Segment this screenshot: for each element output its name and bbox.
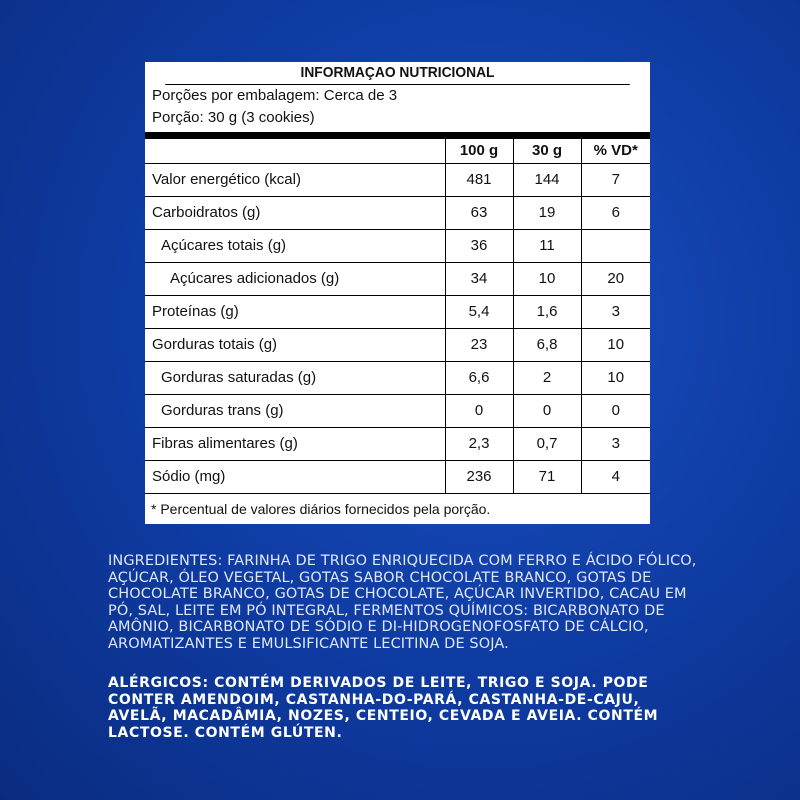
row-value-100g: 63 <box>445 196 513 229</box>
row-value-100g: 36 <box>445 229 513 262</box>
row-label: Fibras alimentares (g) <box>145 427 445 460</box>
row-value-100g: 23 <box>445 328 513 361</box>
nutrition-facts-panel <box>145 62 650 524</box>
row-value-30g: 2 <box>513 361 581 394</box>
table-row <box>145 394 650 427</box>
row-label: Açúcares adicionados (g) <box>145 262 445 295</box>
table-row <box>145 262 650 295</box>
row-value-vd: 3 <box>581 427 650 460</box>
row-value-vd: 0 <box>581 394 650 427</box>
row-value-30g: 0,7 <box>513 427 581 460</box>
row-value-100g: 0 <box>445 394 513 427</box>
footnote: * Percentual de valores diários fornecidos pela porção. <box>145 493 650 524</box>
thick-divider <box>145 132 650 139</box>
row-value-30g: 1,6 <box>513 295 581 328</box>
row-value-100g: 34 <box>445 262 513 295</box>
row-value-vd: 10 <box>581 328 650 361</box>
ingredients-text: INGREDIENTES: FARINHA DE TRIGO ENRIQUECIDA COM FERRO E ÁCIDO FÓLICO, AÇÚCAR, ÓLEO VEGETAL, GOTAS SABOR CHOCOLATE BRANCO, GOTAS DE CHOCOLATE BRANCO, GOTAS DE CHOCOLATE, AÇÚCAR INVERTIDO, CACAU EM PÓ, SAL, LEITE EM PÓ INTEGRAL, FERMENTOS QUÍMICOS: BICARBONATO DE AMÔNIO, BICARBONATO DE SÓDIO E DI-HIDROGENOFOSFATO DE CÁLCIO, AROMATIZANTES E EMULSIFICANTE LECITINA DE SOJA. <box>108 553 697 652</box>
table-row <box>145 196 650 229</box>
serving-size: Porção: 30 g (3 cookies) <box>152 109 315 126</box>
row-value-vd: 6 <box>581 196 650 229</box>
nutrition-table <box>145 139 650 493</box>
header-row <box>145 139 650 163</box>
row-label: Sódio (mg) <box>145 460 445 493</box>
row-value-30g: 10 <box>513 262 581 295</box>
row-value-100g: 5,4 <box>445 295 513 328</box>
row-value-30g: 144 <box>513 163 581 196</box>
row-value-30g: 0 <box>513 394 581 427</box>
header-30g: 30 g <box>513 139 581 163</box>
row-value-100g: 6,6 <box>445 361 513 394</box>
table-row <box>145 295 650 328</box>
row-value-100g: 2,3 <box>445 427 513 460</box>
table-row <box>145 427 650 460</box>
row-label: Carboidratos (g) <box>145 196 445 229</box>
row-value-vd: 10 <box>581 361 650 394</box>
table-row <box>145 361 650 394</box>
row-value-vd: 4 <box>581 460 650 493</box>
header-label-cell <box>145 139 445 163</box>
row-value-30g: 11 <box>513 229 581 262</box>
row-value-100g: 236 <box>445 460 513 493</box>
header-vd: % VD* <box>581 139 650 163</box>
row-label: Gorduras saturadas (g) <box>145 361 445 394</box>
row-label: Proteínas (g) <box>145 295 445 328</box>
nutrition-title: INFORMAÇAO NUTRICIONAL <box>165 62 630 85</box>
row-value-30g: 6,8 <box>513 328 581 361</box>
row-label: Gorduras totais (g) <box>145 328 445 361</box>
row-value-30g: 19 <box>513 196 581 229</box>
row-value-vd: 7 <box>581 163 650 196</box>
row-value-vd: 3 <box>581 295 650 328</box>
servings-per-package: Porções por embalagem: Cerca de 3 <box>152 87 398 104</box>
row-label: Açúcares totais (g) <box>145 229 445 262</box>
row-label: Valor energético (kcal) <box>145 163 445 196</box>
row-label: Gorduras trans (g) <box>145 394 445 427</box>
header-100g: 100 g <box>445 139 513 163</box>
row-value-vd <box>581 229 650 262</box>
allergens-text: ALÉRGICOS: CONTÉM DERIVADOS DE LEITE, TRIGO E SOJA. PODE CONTER AMENDOIM, CASTANHA-DO-PARÁ, CASTANHA-DE-CAJU, AVELÃ, MACADÂMIA, NOZES, CENTEIO, CEVADA E AVEIA. CONTÉM LACTOSE. CONTÉM GLÚTEN. <box>108 675 659 741</box>
table-row <box>145 460 650 493</box>
table-row <box>145 163 650 196</box>
row-value-vd: 20 <box>581 262 650 295</box>
table-row <box>145 229 650 262</box>
row-value-100g: 481 <box>445 163 513 196</box>
row-value-30g: 71 <box>513 460 581 493</box>
table-row <box>145 328 650 361</box>
